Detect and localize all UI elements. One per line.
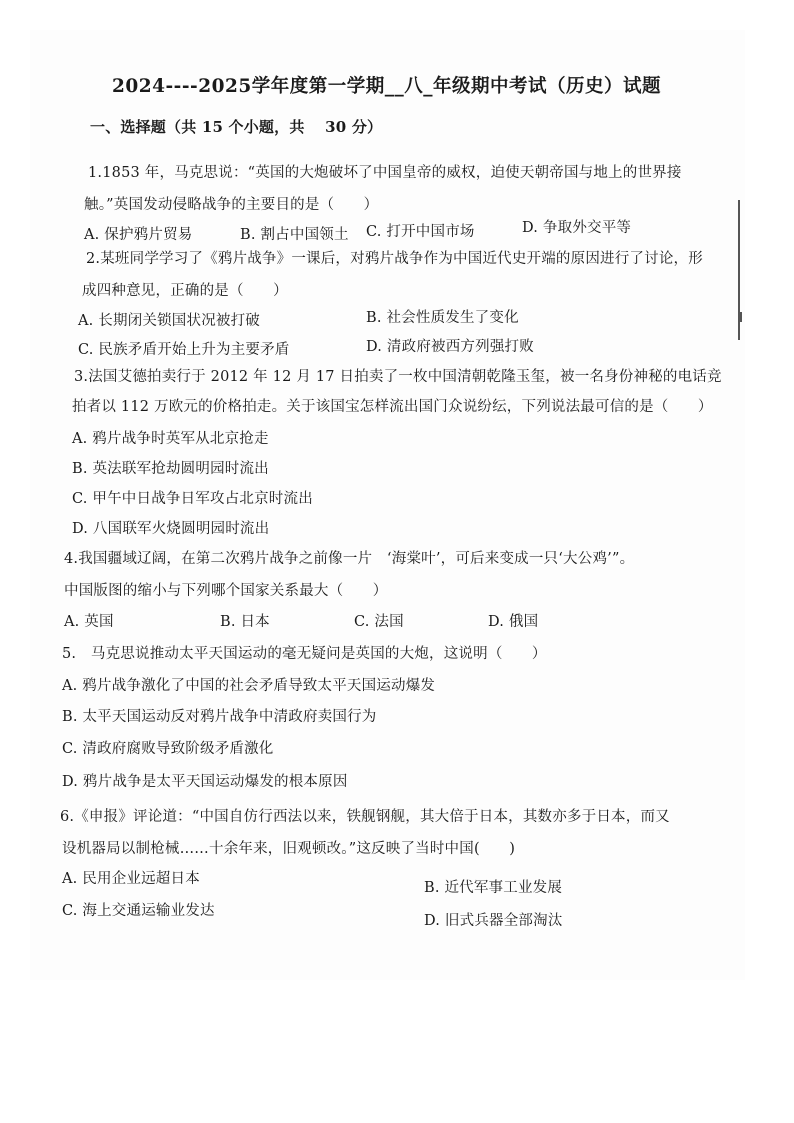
section-title: 一、选择题（共 15 个小题，共 30 分） [90,118,383,136]
question-1-stem-line-2: 触。”英国发动侵略战争的主要目的是（ ） [84,197,379,213]
question-5-option-d: D. 鸦片战争是太平天国运动爆发的根本原因 [62,774,348,790]
question-6-option-d: D. 旧式兵器全部淘汰 [424,913,563,929]
question-1-option-b: B. 割占中国领土 [240,227,349,243]
question-4-stem-line-2: 中国版图的缩小与下列哪个国家关系最大（ ） [64,583,388,599]
question-2-option-c: C. 民族矛盾开始上升为主要矛盾 [78,342,290,358]
question-3-option-c: C. 甲午中日战争日军攻占北京时流出 [72,491,313,507]
exam-title: 2024----2025学年度第一学期__八_年级期中考试（历史）试题 [112,76,661,97]
question-2-option-d: D. 清政府被西方列强打败 [366,339,534,355]
question-4-stem-line-1: 4.我国疆域辽阔，在第二次鸦片战争之前像一片 ‘海棠叶’，可后来变成一只‘大公鸡’”。 [64,551,635,567]
question-1-option-c: C. 打开中国市场 [366,224,475,240]
question-1-option-d: D. 争取外交平等 [522,220,632,236]
question-3-option-a: A. 鸦片战争时英军从北京抢走 [72,431,269,447]
question-3-stem-line-2: 拍者以 112 万欧元的价格拍走。关于该国宝怎样流出国门众说纷纭，下列说法最可信的是（ ） [72,399,713,415]
question-2-stem-line-1: 2.某班同学学习了《鸦片战争》一课后，对鸦片战争作为中国近代史开端的原因进行了讨论，形 [86,251,703,267]
question-4-option-d: D. 俄国 [488,614,539,630]
question-2-option-a: A. 长期闭关锁国状况被打破 [78,313,260,329]
question-5-option-b: B. 太平天国运动反对鸦片战争中清政府卖国行为 [62,709,377,725]
question-2-option-b: B. 社会性质发生了变化 [366,310,519,326]
scan-edge-mark [740,312,742,322]
question-4-option-c: C. 法国 [354,614,404,630]
question-6-option-c: C. 海上交通运输业发达 [62,903,215,919]
question-6-option-b: B. 近代军事工业发展 [424,880,563,896]
question-2-stem-line-2: 成四种意见，正确的是（ ） [82,283,288,299]
question-4-option-b: B. 日本 [220,614,270,630]
question-6-stem-line-1: 6.《申报》评论道：“中国自仿行西法以来，铁舰钢舰，其大倍于日本，其数亦多于日本，而又 [60,809,670,825]
question-1-option-a: A. 保护鸦片贸易 [84,227,193,243]
question-4-option-a: A. 英国 [64,614,114,630]
question-5-option-a: A. 鸦片战争激化了中国的社会矛盾导致太平天国运动爆发 [62,678,436,694]
question-5-stem-line-1: 5. 马克思说推动太平天国运动的毫无疑问是英国的大炮，这说明（ ） [62,646,547,662]
question-1-stem-line-1: 1.1853 年，马克思说：“英国的大炮破坏了中国皇帝的威权，迫使天朝帝国与地上的世界接 [88,165,682,181]
question-6-stem-line-2: 设机器局以制枪械……十余年来，旧观顿改。”这反映了当时中国( ) [62,841,516,857]
question-6-option-a: A. 民用企业远超日本 [62,871,200,887]
question-3-option-d: D. 八国联军火烧圆明园时流出 [72,521,270,537]
question-3-stem-line-1: 3.法国艾德拍卖行于 2012 年 12 月 17 日拍卖了一枚中国清朝乾隆玉玺，被一名身份神秘的电话竞 [74,369,722,385]
question-5-option-c: C. 清政府腐败导致阶级矛盾激化 [62,741,274,757]
question-3-option-b: B. 英法联军抢劫圆明园时流出 [72,461,269,477]
